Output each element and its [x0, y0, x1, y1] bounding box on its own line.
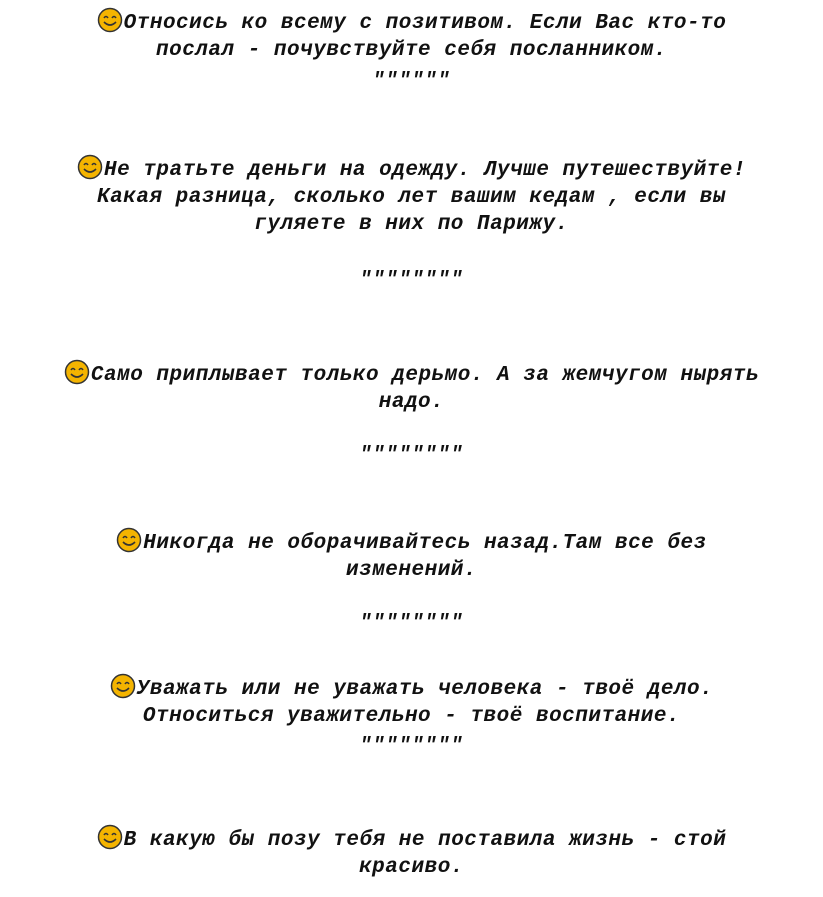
- separator: """""""": [359, 735, 464, 758]
- smiley-face-icon: [97, 7, 123, 33]
- separator: """""""": [359, 269, 464, 292]
- smiley-face-icon: [64, 359, 90, 385]
- quote-line: [0, 527, 823, 557]
- quote-text: Никогда не оборачивайтесь назад.Там все без: [143, 532, 707, 555]
- quote-block-2: [0, 154, 823, 238]
- separator: """""""": [359, 444, 464, 467]
- quote-block-1: [0, 7, 823, 64]
- quote-text: В какую бы позу тебя не поставила жизнь - стой: [123, 829, 727, 852]
- smiley-face-icon: [116, 527, 142, 553]
- quote-line: [0, 359, 823, 389]
- quote-line: красиво.: [359, 856, 464, 879]
- quote-line: [0, 154, 823, 184]
- quote-text: Уважать или не уважать человека - твоё дело.: [136, 678, 714, 701]
- separator: """""""": [359, 612, 464, 635]
- quote-block-6: [0, 824, 823, 881]
- quote-line: Какая разница, сколько лет вашим кедам , если вы: [97, 186, 726, 209]
- quote-block-4: [0, 527, 823, 584]
- quote-block-5: [0, 673, 823, 730]
- quote-text: Не тратьте деньги на одежду. Лучше путешествуйте!: [103, 159, 746, 182]
- quote-line: Относиться уважительно - твоё воспитание.: [142, 705, 681, 728]
- quote-line: надо.: [378, 391, 445, 414]
- smiley-face-icon: [77, 154, 103, 180]
- smiley-face-icon: [97, 824, 123, 850]
- quote-line: послал - почувствуйте себя посланником.: [156, 39, 667, 62]
- quote-line: [0, 824, 823, 854]
- quote-line: гуляете в них по Парижу.: [254, 213, 569, 236]
- separator: """""": [372, 70, 451, 93]
- quote-block-3: [0, 359, 823, 416]
- quote-text: Относись ко всему с позитивом. Если Вас кто-то: [123, 12, 727, 35]
- quote-line: изменений.: [345, 559, 478, 582]
- smiley-face-icon: [110, 673, 136, 699]
- quote-line: [0, 7, 823, 37]
- quote-line: [0, 673, 823, 703]
- quote-text: Само приплывает только дерьмо. А за жемчугом нырять: [90, 364, 760, 387]
